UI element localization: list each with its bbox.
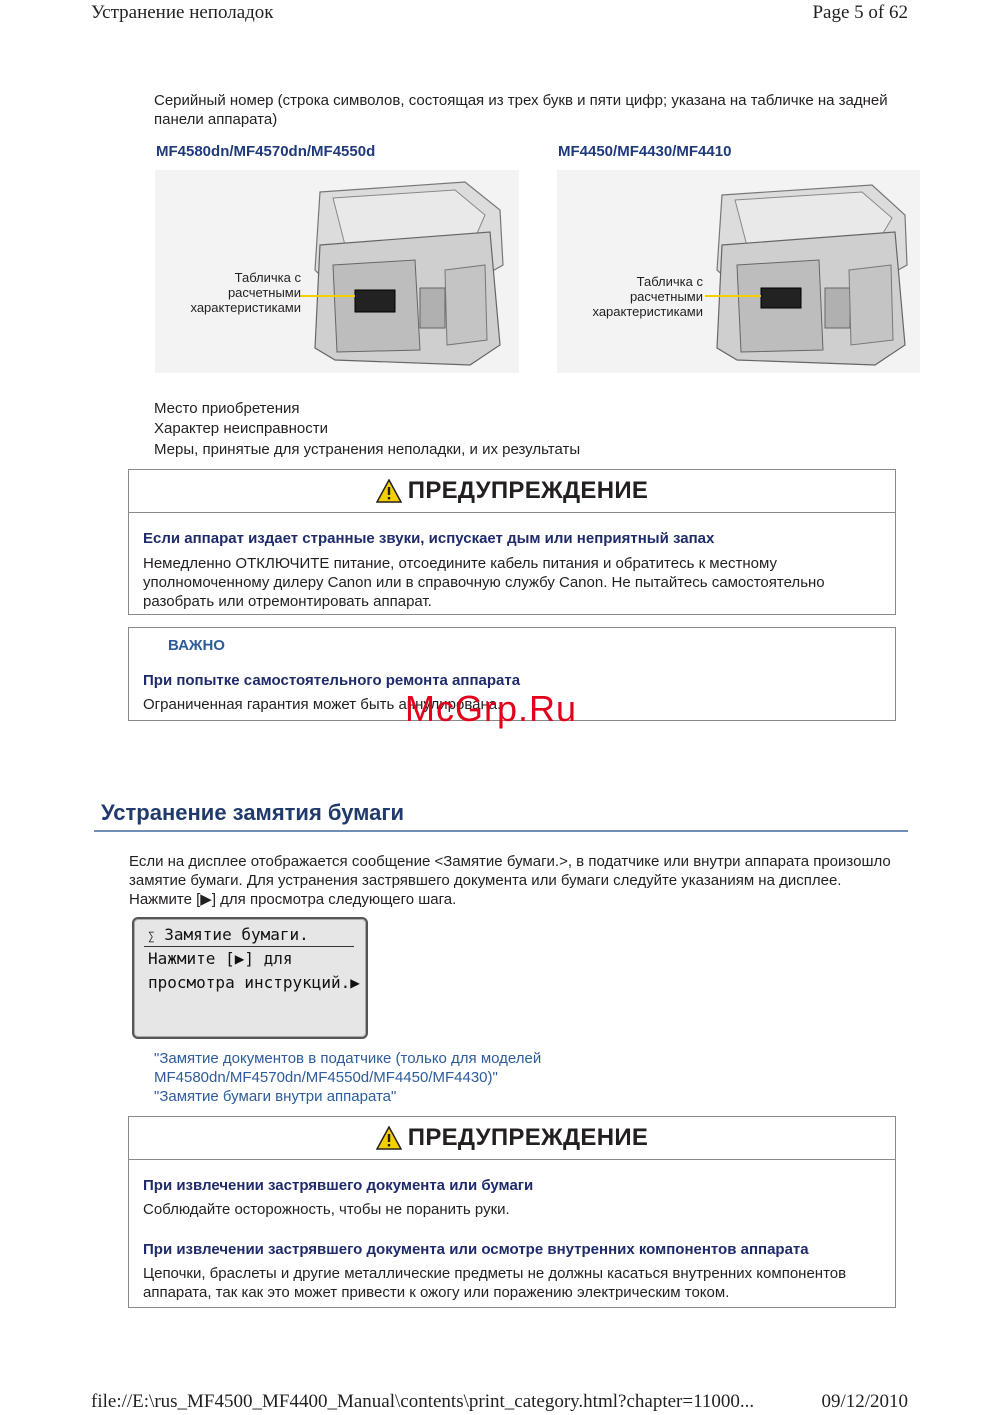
model-title-right: MF4450/MF4430/MF4410 [558, 143, 732, 160]
warning-subtitle: При извлечении застрявшего документа или осмотре внутренних компонентов аппарата [143, 1241, 809, 1258]
link-document-jam[interactable]: "Замятие документов в податчике (только для моделей MF4580dn/MF4570dn/MF4550d/MF4450/MF4430)" [154, 1050, 542, 1086]
info-item: Меры, принятые для устранения неполадки, и их результаты [154, 441, 581, 458]
warning-heading [129, 470, 895, 513]
lcd-display [132, 917, 368, 1039]
warning-body: Соблюдайте осторожность, чтобы не поранить руки. [143, 1201, 510, 1218]
warning-body: Немедленно ОТКЛЮЧИТЕ питание, отсоедините кабель питания и обратитесь к местному уполномоченному дилеру Canon или в справочную службу Canon. Не пытайтесь самостоятельно разобрать или отремонтировать аппарат. [143, 555, 825, 610]
rating-label-line: Табличка с [234, 270, 301, 285]
model-title-left: MF4580dn/MF4570dn/MF4550d [156, 143, 376, 160]
serial-number-text: Серийный номер (строка символов, состоящая из трех букв и пяти цифр; указана на табличке на задней панели аппарата) [154, 92, 888, 128]
section-divider [94, 830, 908, 832]
page-header-title: Устранение неполадок [91, 2, 274, 23]
warning-box [128, 1116, 896, 1308]
warning-heading-text: ПРЕДУПРЕЖДЕНИЕ [407, 477, 649, 504]
footer-date: 09/12/2010 [821, 1391, 908, 1412]
lcd-line-2: Нажмите [▶] для [148, 949, 293, 968]
warning-heading [129, 1117, 895, 1160]
rating-label-left [173, 270, 301, 315]
paper-jam-icon: ∑ [148, 930, 155, 943]
section-title: Устранение замятия бумаги [101, 800, 405, 825]
rating-label-line: расчетными [227, 285, 301, 300]
rating-label-line: расчетными [629, 289, 703, 304]
info-item: Характер неисправности [154, 420, 328, 437]
link-paper-jam-inside[interactable]: "Замятие бумаги внутри аппарата" [154, 1088, 397, 1105]
printer-image-left [155, 170, 519, 373]
lcd-separator [144, 946, 354, 947]
important-subtitle: При попытке самостоятельного ремонта аппарата [143, 672, 521, 689]
warning-subtitle: При извлечении застрявшего документа или бумаги [143, 1177, 534, 1194]
rating-label-line: характеристиками [592, 304, 703, 319]
important-heading: ВАЖНО [168, 637, 225, 654]
rating-label-line: Табличка с [636, 274, 703, 289]
watermark: McGrp.Ru [405, 688, 578, 729]
warning-body: Цепочки, браслеты и другие металлические предметы не должны касаться внутренних компонентов аппарата, так как это может привести к ожогу или поражению электрическим током. [143, 1265, 847, 1301]
page-number: Page 5 of 62 [812, 2, 908, 23]
rating-label-right [575, 274, 703, 319]
info-item: Место приобретения [154, 400, 300, 417]
footer-path: file://E:\rus_MF4500_MF4400_Manual\contents\print_category.html?chapter=11000... [91, 1391, 755, 1412]
warning-heading-text: ПРЕДУПРЕЖДЕНИЕ [407, 1124, 649, 1151]
lcd-line-3: просмотра инструкций.▶ [148, 973, 360, 992]
printer-rear-illustration [557, 170, 920, 373]
warning-subtitle: Если аппарат издает странные звуки, испускает дым или неприятный запах [143, 530, 715, 547]
lcd-line-1-text: Замятие бумаги. [164, 925, 309, 944]
printer-image-right [557, 170, 920, 373]
warning-triangle-icon [376, 1126, 402, 1150]
rating-label-line: характеристиками [190, 300, 301, 315]
warning-triangle-icon [376, 479, 402, 503]
warning-box [128, 469, 896, 615]
lcd-line-1 [148, 925, 309, 944]
section-intro: Если на дисплее отображается сообщение <Замятие бумаги.>, в податчике или внутри аппарата произошло замятие бумаги. Для устранения застрявшего документа или бумаги следуйте указаниям на дисплее. Нажмите [▶] для просмотра следующего шага. [129, 853, 891, 908]
important-body: Ограниченная гарантия может быть аннулирована. [143, 696, 502, 713]
